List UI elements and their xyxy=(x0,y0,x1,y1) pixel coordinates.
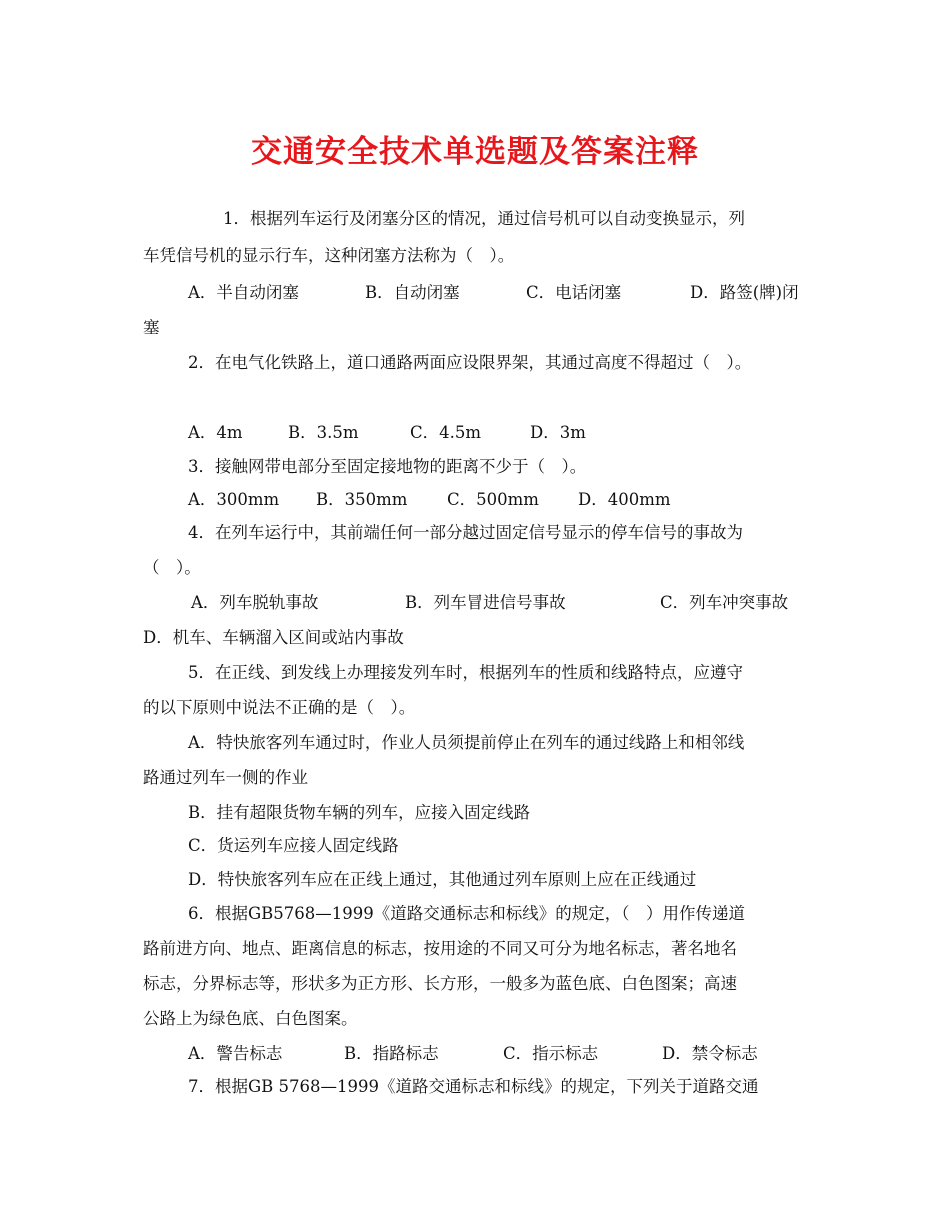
option-a: A．300mm xyxy=(188,490,280,509)
option-c: C．4.5m xyxy=(410,423,482,442)
question-4-stem-line-2: （ ）。 xyxy=(143,558,201,577)
question-5-option-d: D．特快旅客列车应在正线上通过，其他通过列车原则上应在正线通过 xyxy=(188,870,697,889)
option-c: C．指示标志 xyxy=(503,1044,599,1063)
question-7-stem-line-1: 7．根据GB 5768—1999《道路交通标志和标线》的规定，下列关于道路交通 xyxy=(188,1077,759,1096)
option-b: B．3.5m xyxy=(288,423,359,442)
question-1-stem-line-1: 1．根据列车运行及闭塞分区的情况，通过信号机可以自动变换显示，列 xyxy=(223,209,745,228)
question-5-option-c: C．货运列车应接人固定线路 xyxy=(188,836,399,855)
option-d: D．400mm xyxy=(578,490,671,509)
option-b: B．指路标志 xyxy=(344,1044,439,1063)
question-6-stem-line-3: 标志，分界标志等，形状多为正方形、长方形，一般多为蓝色底、白色图案；高速 xyxy=(143,974,737,993)
option-b: B．自动闭塞 xyxy=(365,283,460,302)
question-1-options-wrap: 塞 xyxy=(143,318,160,337)
question-5-stem-line-2: 的以下原则中说法不正确的是（ ）。 xyxy=(143,698,416,717)
option-a: A．列车脱轨事故 xyxy=(191,593,319,612)
question-5-stem-line-1: 5．在正线、到发线上办理接发列车时，根据列车的性质和线路特点，应遵守 xyxy=(188,663,743,682)
question-3-stem-line-1: 3．接触网带电部分至固定接地物的距离不少于（ ）。 xyxy=(188,457,587,476)
question-6-stem-line-2: 路前进方向、地点、距离信息的标志，按用途的不同又可分为地名标志，著名地名 xyxy=(143,939,737,958)
option-a: A．4m xyxy=(188,423,243,442)
question-1-stem-line-2: 车凭信号机的显示行车，这种闭塞方法称为（ ）。 xyxy=(143,246,515,265)
option-d: D．路签(牌)闭 xyxy=(690,283,799,302)
page-title: 交通安全技术单选题及答案注释 xyxy=(251,134,699,170)
question-6-stem-line-1: 6．根据GB5768—1999《道路交通标志和标线》的规定，（ ）用作传递道 xyxy=(188,904,746,923)
option-c: C．500mm xyxy=(447,490,539,509)
option-a: A．警告标志 xyxy=(188,1044,283,1063)
option-a: A．半自动闭塞 xyxy=(188,283,299,302)
option-d: D．3m xyxy=(530,423,586,442)
option-d: D．禁令标志 xyxy=(662,1044,758,1063)
question-6-stem-line-4: 公路上为绿色底、白色图案。 xyxy=(143,1009,358,1028)
option-c: C．列车冲突事故 xyxy=(660,593,789,612)
option-b: B．350mm xyxy=(316,490,408,509)
question-5-option-a-line-2: 路通过列车一侧的作业 xyxy=(143,768,308,787)
option-b: B．列车冒进信号事故 xyxy=(405,593,566,612)
question-4-options-wrap: D．机车、车辆溜入区间或站内事故 xyxy=(143,628,404,647)
question-5-option-a-line-1: A．特快旅客列车通过时，作业人员须提前停止在列车的通过线路上和相邻线 xyxy=(188,733,745,752)
question-5-option-b: B．挂有超限货物车辆的列车，应接入固定线路 xyxy=(188,803,531,822)
question-4-stem-line-1: 4．在列车运行中，其前端任何一部分越过固定信号显示的停车信号的事故为 xyxy=(188,523,743,542)
question-2-stem-line-1: 2．在电气化铁路上，道口通路两面应设限界架，其通过高度不得超过（ ）。 xyxy=(188,353,752,372)
option-c: C．电话闭塞 xyxy=(526,283,622,302)
